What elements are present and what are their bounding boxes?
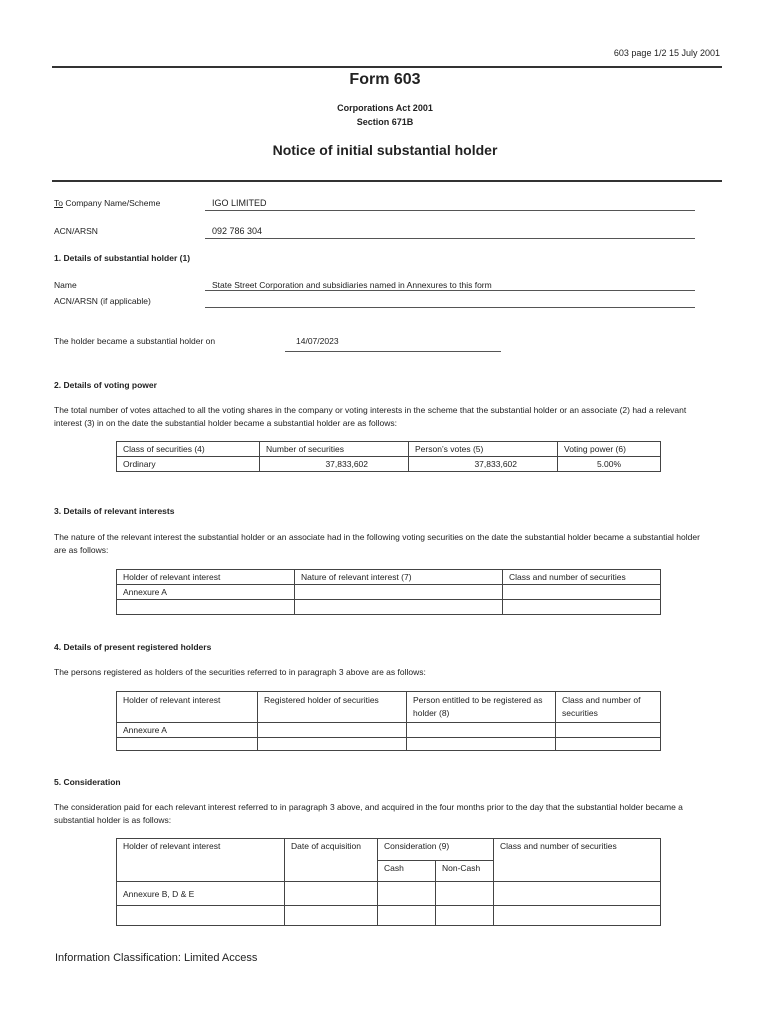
became-holder-date: 14/07/2023	[296, 336, 339, 346]
table-cell	[285, 906, 378, 926]
table-header: Voting power (6)	[558, 442, 661, 457]
holder-name-label: Name	[54, 280, 77, 290]
table-cell: 5.00%	[558, 457, 661, 472]
relevant-interests-table	[116, 569, 661, 615]
table-cell	[436, 882, 494, 906]
table-cell	[295, 585, 503, 600]
section3-title: 3. Details of relevant interests	[54, 506, 175, 516]
voting-power-table	[116, 441, 661, 472]
header-rule	[52, 180, 722, 182]
table-header-row	[117, 692, 661, 723]
notice-title: Notice of initial substantial holder	[272, 142, 498, 158]
registered-holders-table	[116, 691, 661, 751]
table-header: Class and number of securities	[503, 570, 661, 585]
table-cell: Ordinary	[117, 457, 260, 472]
company-name-label-text: Company Name/Scheme	[65, 198, 161, 208]
table-header: Number of securities	[260, 442, 409, 457]
table-header: Cash	[378, 860, 436, 882]
acn-line	[205, 238, 695, 239]
section3-paragraph: The nature of the relevant interest the substantial holder or an associate had in the following voting securities on the date the substantial holder became a substantial holder are as follows:	[54, 532, 700, 555]
table-cell	[407, 723, 556, 738]
act-name: Corporations Act 2001	[337, 103, 433, 113]
table-header: Person entitled to be registered as holder (8)	[407, 692, 556, 723]
table-header: Class of securities (4)	[117, 442, 260, 457]
classification-footer: Information Classification: Limited Access	[55, 952, 258, 964]
table-header: Consideration (9)	[378, 839, 494, 861]
table-header: Class and number of securities	[556, 692, 661, 723]
table-cell	[378, 906, 436, 926]
section5-title: 5. Consideration	[54, 777, 121, 787]
table-cell	[436, 906, 494, 926]
table-header: Non-Cash	[436, 860, 494, 882]
table-header-row	[117, 442, 661, 457]
top-rule	[52, 66, 722, 68]
table-header: Person’s votes (5)	[409, 442, 558, 457]
table-row	[117, 457, 661, 472]
table-row	[117, 906, 661, 926]
table-header: Holder of relevant interest	[117, 839, 285, 882]
page-reference: 603 page 1/2 15 July 2001	[613, 48, 720, 58]
table-cell	[117, 600, 295, 615]
table-row	[117, 600, 661, 615]
table-cell: Annexure B, D & E	[117, 882, 285, 906]
table-header: Registered holder of securities	[258, 692, 407, 723]
table-cell	[556, 738, 661, 751]
act-reference	[0, 101, 770, 129]
table-cell	[556, 723, 661, 738]
act-section: Section 671B	[356, 117, 414, 127]
section4-title: 4. Details of present registered holders	[54, 642, 212, 652]
table-cell: Annexure A	[117, 585, 295, 600]
table-row	[117, 585, 661, 600]
consideration-table	[116, 838, 661, 926]
table-row	[117, 738, 661, 751]
table-cell	[503, 600, 661, 615]
table-row	[117, 723, 661, 738]
section5-paragraph: The consideration paid for each relevant interest referred to in paragraph 3 above, and acquired in the four months prior to the day that the substantial holder became a substantial holder is as follows:	[54, 802, 683, 825]
section2-title: 2. Details of voting power	[54, 380, 157, 390]
company-name-value: IGO LIMITED	[212, 198, 267, 208]
table-header: Holder of relevant interest	[117, 692, 258, 723]
table-cell	[285, 882, 378, 906]
holder-name-value: State Street Corporation and subsidiaries named in Annexures to this form	[212, 280, 492, 290]
table-cell: 37,833,602	[260, 457, 409, 472]
table-header: Date of acquisition	[285, 839, 378, 882]
table-cell	[117, 906, 285, 926]
table-cell: 37,833,602	[409, 457, 558, 472]
acn-label: ACN/ARSN	[54, 226, 98, 236]
table-cell	[258, 738, 407, 751]
became-holder-line	[285, 351, 501, 352]
table-cell: Annexure A	[117, 723, 258, 738]
form-title: Form 603	[349, 71, 421, 88]
holder-acn-label: ACN/ARSN (if applicable)	[54, 296, 151, 306]
company-name-label	[54, 198, 160, 208]
table-cell	[407, 738, 556, 751]
table-header: Class and number of securities	[494, 839, 661, 882]
table-header-row	[117, 839, 661, 861]
table-header: Holder of relevant interest	[117, 570, 295, 585]
holder-acn-line	[205, 307, 695, 308]
section1-title: 1. Details of substantial holder (1)	[54, 253, 191, 263]
table-cell	[295, 600, 503, 615]
company-name-line	[205, 210, 695, 211]
acn-value: 092 786 304	[212, 226, 263, 236]
to-label: To	[54, 198, 63, 208]
became-holder-label: The holder became a substantial holder on	[54, 336, 216, 346]
section2-paragraph: The total number of votes attached to all the voting shares in the company or voting interests in the scheme that the substantial holder or an associate (2) had a relevant interest (3) in on the date the substantial holder became a substantial holder are as follows:	[54, 405, 687, 428]
table-row	[117, 882, 661, 906]
table-cell	[503, 585, 661, 600]
table-cell	[494, 906, 661, 926]
table-header-row	[117, 570, 661, 585]
table-header: Nature of relevant interest (7)	[295, 570, 503, 585]
table-cell	[117, 738, 258, 751]
section4-paragraph: The persons registered as holders of the securities referred to in paragraph 3 above are as follows:	[54, 667, 426, 677]
table-cell	[258, 723, 407, 738]
table-cell	[378, 882, 436, 906]
holder-name-line	[205, 290, 695, 291]
table-cell	[494, 882, 661, 906]
